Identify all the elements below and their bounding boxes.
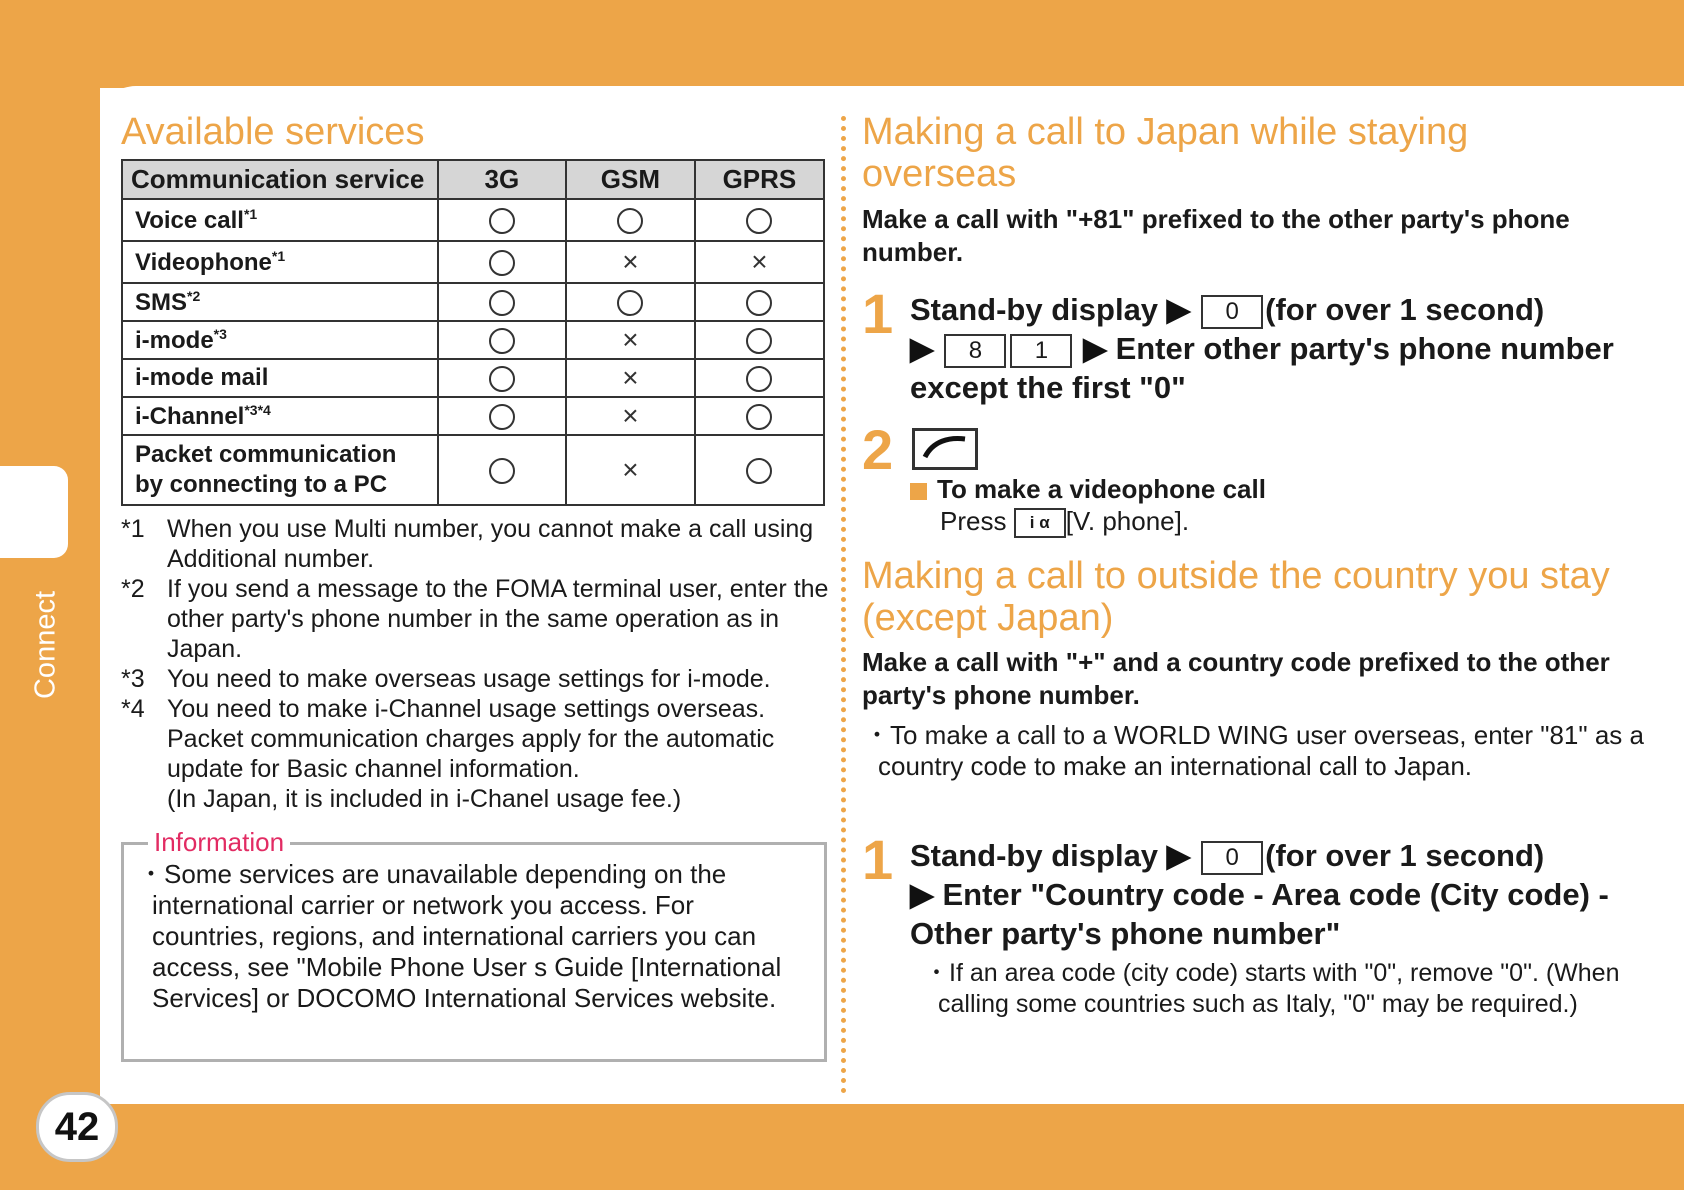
unavailable-cross-icon: ×	[622, 362, 639, 393]
availability-cell	[695, 435, 824, 505]
available-circle-icon	[746, 208, 772, 234]
section2-title: Making a call to outside the country you stay (except Japan)	[862, 555, 1610, 639]
footnote: *4 You need to make i-Channel usage settings overseas. Packet communication charges apply for the automatic update for Basic channel information.	[121, 695, 775, 783]
key-8-icon: 8	[944, 334, 1006, 368]
available-services-title: Available services	[121, 111, 425, 153]
availability-cell	[438, 241, 566, 283]
section2-lead: Make a call with "+" and a country code prefixed to the other party's phone number.	[862, 647, 1610, 710]
header-gsm: GSM	[566, 160, 695, 199]
service-name-cell: i-mode mail	[122, 359, 438, 397]
availability-cell	[695, 241, 824, 283]
information-label: Information	[148, 827, 290, 858]
availability-cell	[438, 397, 566, 435]
available-circle-icon	[489, 250, 515, 276]
top-band	[0, 0, 1684, 88]
unavailable-cross-icon: ×	[622, 400, 639, 431]
call-key-icon	[912, 428, 978, 470]
services-table	[121, 159, 825, 506]
page-number: 42	[36, 1092, 118, 1162]
footnotes	[121, 514, 831, 814]
arrow-icon: ▶	[910, 331, 934, 366]
availability-cell	[438, 435, 566, 505]
section2-bullet: ・To make a call to a WORLD WING user overseas, enter "81" as a country code to make an international call to Japan.	[864, 720, 1644, 781]
service-name-cell: i-mode$^{*3}$	[122, 321, 438, 359]
available-circle-icon	[489, 290, 515, 316]
availability-cell	[438, 283, 566, 321]
unavailable-cross-icon: ×	[622, 324, 639, 355]
column-divider	[841, 116, 846, 1094]
videophone-subheading: To make a videophone call	[910, 474, 1266, 505]
table-row	[122, 241, 824, 283]
available-circle-icon	[489, 328, 515, 354]
key-0-icon: 0	[1201, 841, 1263, 875]
availability-cell	[438, 359, 566, 397]
bottom-band	[0, 1104, 1684, 1190]
section1-step1-text: Stand-by display ▶ 0 (for over 1 second) ▶ 8 1 ▶ Enter other party's phone number except the first "0"	[910, 292, 1614, 405]
available-circle-icon	[746, 404, 772, 430]
available-circle-icon	[489, 458, 515, 484]
header-service: Communication service	[122, 160, 438, 199]
i-alpha-key-icon: i α	[1014, 508, 1066, 538]
available-circle-icon	[746, 290, 772, 316]
available-circle-icon	[746, 458, 772, 484]
service-name-cell: Packet communication by connecting to a PC	[122, 435, 438, 505]
section1-title: Making a call to Japan while staying overseas	[862, 111, 1469, 195]
availability-cell	[695, 321, 824, 359]
side-tab-marker	[0, 466, 68, 558]
section2-step1-note: ・If an area code (city code) starts with "0", remove "0". (When calling some countries such as Italy, "0" may be required.)	[924, 959, 1620, 1018]
header-gprs: GPRS	[695, 160, 824, 199]
arrow-icon: ▶	[1166, 292, 1191, 327]
table-header-row	[122, 160, 824, 199]
availability-cell	[566, 397, 695, 435]
availability-cell	[566, 199, 695, 241]
availability-cell	[566, 283, 695, 321]
availability-cell	[566, 359, 695, 397]
service-name-cell: Videophone$^{*1}$	[122, 241, 438, 283]
key-1-icon: 1	[1010, 334, 1072, 368]
table-row	[122, 283, 824, 321]
side-tab-label: Connect	[29, 590, 62, 700]
available-circle-icon	[746, 366, 772, 392]
available-circle-icon	[617, 290, 643, 316]
availability-cell	[438, 199, 566, 241]
section2-step1-text: Stand-by display ▶ 0 (for over 1 second) ▶ Enter "Country code - Area code (City code) - Other party's phone number"	[910, 838, 1609, 951]
availability-cell	[566, 435, 695, 505]
section1-lead: Make a call with "+81" prefixed to the other party's phone number.	[862, 204, 1570, 267]
header-3g: 3G	[438, 160, 566, 199]
footnote: *2 If you send a message to the FOMA terminal user, enter the other party's phone number in the same operation as in Japan.	[121, 575, 829, 663]
service-name-cell: SMS$^{*2}$	[122, 283, 438, 321]
service-name-cell: i-Channel$^{*3*4}$	[122, 397, 438, 435]
key-0-icon: 0	[1201, 295, 1263, 329]
arrow-icon: ▶	[910, 877, 934, 912]
table-row	[122, 321, 824, 359]
table-row	[122, 397, 824, 435]
table-row	[122, 435, 824, 505]
table-row	[122, 199, 824, 241]
information-text: ・Some services are unavailable depending on the international carrier or network you access. For countries, regions, and international carriers you can access, see "Mobile Phone User s Guide [International Services] or DOCOMO International Services website.	[138, 859, 782, 1013]
availability-cell	[695, 283, 824, 321]
availability-cell	[566, 321, 695, 359]
section1-step2-number: 2	[862, 418, 894, 481]
available-circle-icon	[617, 208, 643, 234]
available-circle-icon	[489, 366, 515, 392]
square-bullet-icon	[910, 483, 927, 500]
unavailable-cross-icon: ×	[751, 246, 768, 277]
availability-cell	[695, 397, 824, 435]
availability-cell	[695, 359, 824, 397]
footnote: (In Japan, it is included in i-Chanel usage fee.)	[167, 785, 682, 813]
available-circle-icon	[489, 404, 515, 430]
service-name-cell: Voice call$^{*1}$	[122, 199, 438, 241]
unavailable-cross-icon: ×	[622, 454, 639, 485]
availability-cell	[695, 199, 824, 241]
availability-cell	[438, 321, 566, 359]
table-row	[122, 359, 824, 397]
videophone-instruction: Press i α [V. phone].	[940, 506, 1189, 538]
information-box	[121, 827, 827, 1062]
unavailable-cross-icon: ×	[622, 246, 639, 277]
available-circle-icon	[746, 328, 772, 354]
section2-step1-number: 1	[862, 828, 894, 891]
arrow-icon: ▶	[1166, 838, 1191, 873]
availability-cell	[566, 241, 695, 283]
arrow-icon: ▶	[1083, 331, 1107, 366]
section1-step1-number: 1	[862, 282, 894, 345]
available-circle-icon	[489, 208, 515, 234]
footnote: *3 You need to make overseas usage settings for i-mode.	[121, 665, 771, 693]
footnote: *1 When you use Multi number, you cannot make a call using Additional number.	[121, 515, 814, 573]
